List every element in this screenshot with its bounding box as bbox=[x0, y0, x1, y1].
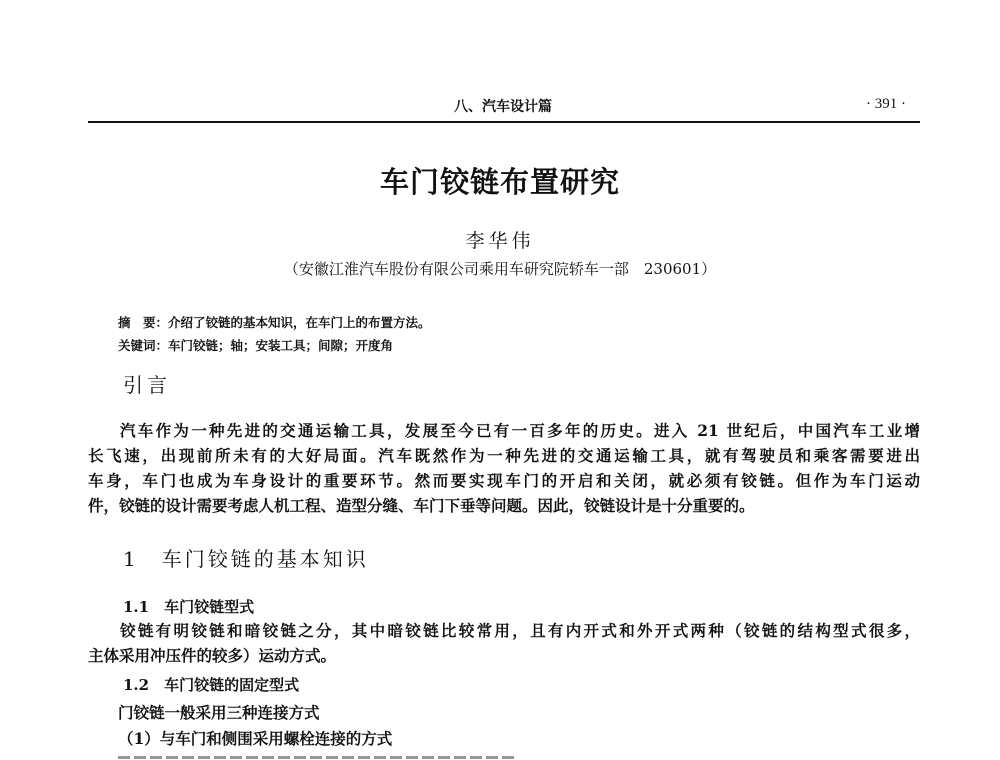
page-number: · 391 · bbox=[866, 96, 906, 112]
subsection-1-1-heading: 1.1 车门铰链型式 bbox=[123, 598, 255, 616]
cut-off-text-line bbox=[118, 752, 518, 760]
keywords: 关键词：车门铰链；轴；安装工具；间隙；开度角 bbox=[118, 338, 394, 353]
author: 李华伟 bbox=[465, 230, 535, 252]
subsection-1-2-line: （1）与车门和侧围采用螺栓连接的方式 bbox=[118, 729, 393, 748]
paper-title: 车门铰链布置研究 bbox=[379, 165, 620, 199]
abstract-summary: 摘 要：介绍了铰链的基本知识，在车门上的布置方法。 bbox=[118, 315, 431, 330]
header-rule bbox=[88, 121, 920, 123]
subsection-1-2-line: 门铰链一般采用三种连接方式 bbox=[118, 703, 320, 722]
running-header bbox=[88, 96, 918, 116]
paragraph-line: 件，铰链的设计需要考虑人机工程、造型分缝、车门下垂等问题。因此，铰链设计是十分重要的。 bbox=[88, 496, 755, 515]
paragraph-line: 长飞速，出现前所未有的大好局面。汽车既然作为一种先进的交通运输工具，就有驾驶员和乘客需要进出 bbox=[88, 446, 920, 465]
introduction-paragraph bbox=[88, 418, 920, 518]
introduction-heading: 引言 bbox=[123, 373, 171, 397]
subsection-1-2-heading: 1.2 车门铰链的固定型式 bbox=[123, 676, 300, 694]
paragraph-line: 汽车作为一种先进的交通运输工具，发展至今已有一百多年的历史。进入 21 世纪后，中国汽车工业增 bbox=[120, 421, 920, 440]
subsection-1-1-paragraph bbox=[88, 618, 920, 668]
paragraph-line: 铰链有明铰链和暗铰链之分，其中暗铰链比较常用，且有内开式和外开式两种（铰链的结构型式很多， bbox=[120, 621, 920, 640]
paragraph-line: 主体采用冲压件的较多）运动方式。 bbox=[88, 646, 337, 665]
affiliation: （安徽江淮汽车股份有限公司乘用车研究院轿车一部 230601） bbox=[283, 260, 717, 278]
paragraph-line: 车身，车门也成为车身设计的重要环节。然而要实现车门的开启和关闭，就必须有铰链。但作为车门运动 bbox=[88, 471, 920, 490]
section-1-heading: 1 车门铰链的基本知识 bbox=[123, 547, 369, 571]
running-title: 八、汽车设计篇 bbox=[454, 99, 552, 115]
